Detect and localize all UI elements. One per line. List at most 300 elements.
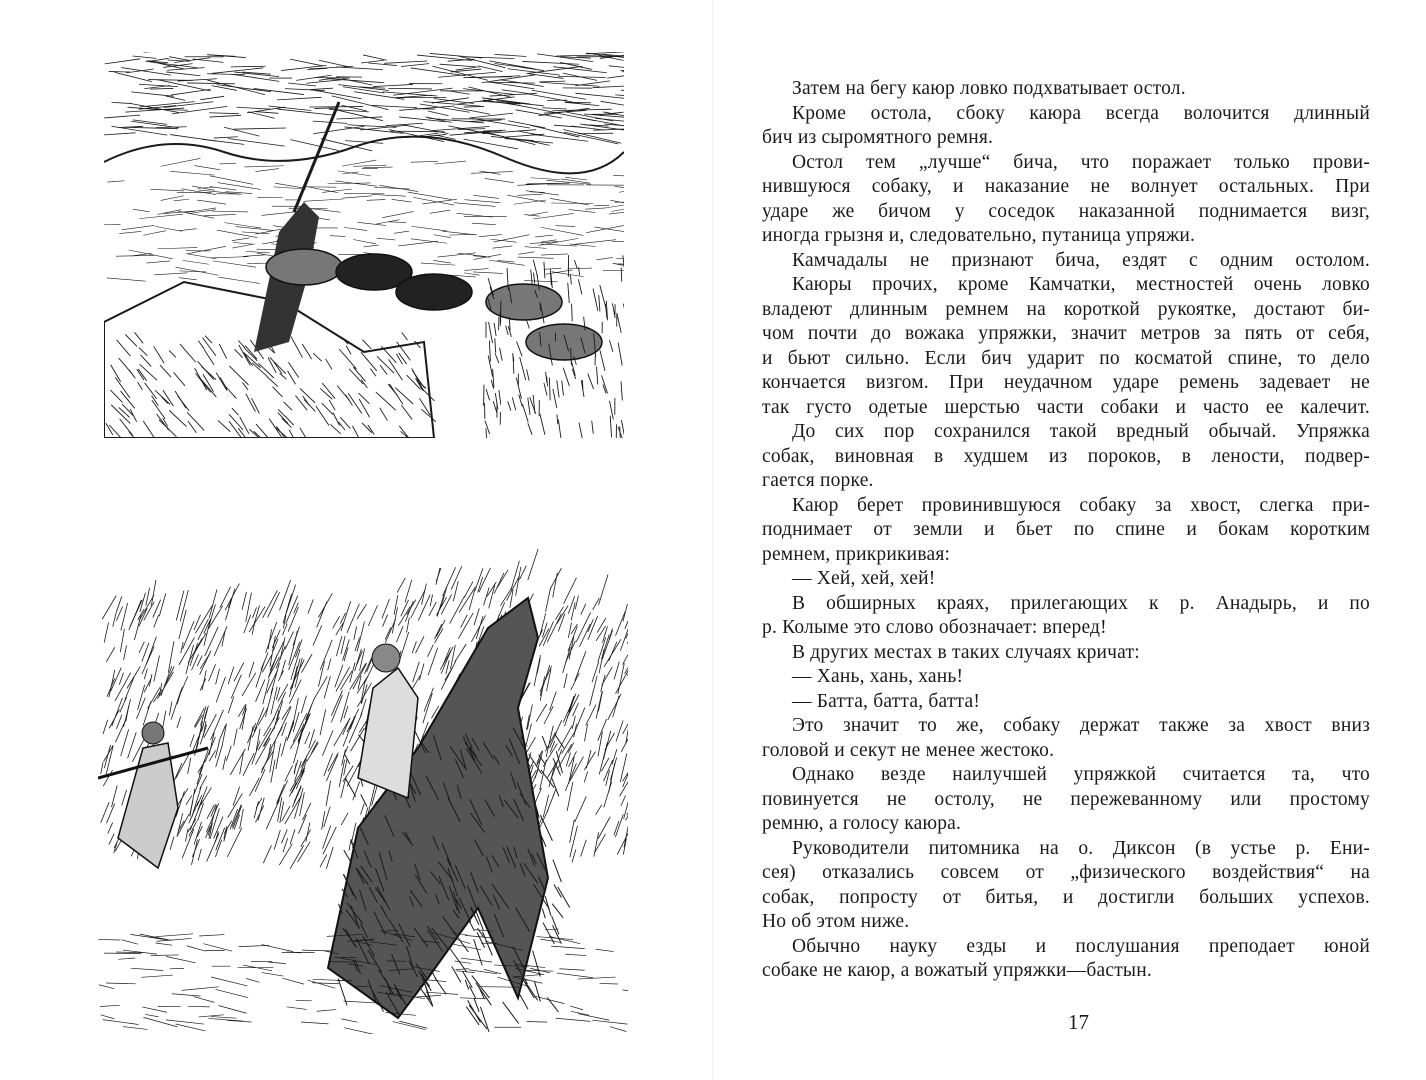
ground-hatching <box>246 978 259 982</box>
ground-hatching <box>393 1022 426 1030</box>
tree-foliage <box>194 774 203 795</box>
tree-foliage <box>142 646 154 674</box>
sky-hatching <box>540 82 600 86</box>
text-line: До сих пор сохранился такой вредный обычай. Упряжка <box>792 421 1370 442</box>
dog-fur-shading <box>592 421 594 434</box>
ice-plain-hatching <box>609 211 624 214</box>
tree-foliage <box>326 781 331 806</box>
tree-foliage <box>192 654 199 670</box>
tree-foliage <box>256 798 262 808</box>
tree-foliage <box>190 735 194 747</box>
tree-foliage <box>277 780 288 804</box>
tree-foliage <box>623 716 628 734</box>
ice-plain-hatching <box>443 231 477 235</box>
tree-foliage <box>579 624 590 647</box>
sky-hatching <box>542 108 566 109</box>
dog-fur-shading <box>588 374 594 389</box>
tree-foliage <box>144 678 151 692</box>
ground-hatching <box>592 1020 627 1024</box>
ground-hatching <box>193 997 214 1003</box>
sky-hatching <box>200 96 224 99</box>
ice-plain-hatching <box>465 269 489 271</box>
ice-plain-hatching <box>203 214 235 215</box>
ice-plain-hatching <box>434 235 451 238</box>
ice-plain-hatching <box>367 200 386 201</box>
tree-foliage <box>103 770 112 786</box>
dog-fur-shading <box>527 320 530 328</box>
tree-foliage <box>424 688 433 712</box>
tree-foliage <box>170 836 174 849</box>
ground-hatching <box>461 958 492 962</box>
ice-plain-hatching <box>212 211 248 212</box>
dog-fur-shading <box>533 273 534 284</box>
ice-plain-hatching <box>233 242 252 244</box>
dog-fur-shading <box>562 381 564 396</box>
ice-plain-hatching <box>150 189 184 191</box>
tree-foliage <box>575 651 586 681</box>
ground-hatching <box>172 994 201 996</box>
ice-plain-hatching <box>353 239 376 243</box>
text-line: — Батта, батта, батта! <box>792 690 981 712</box>
sky-hatching <box>164 102 214 108</box>
ice-plain-hatching <box>274 187 307 189</box>
text-line: Камчадалы не признают бича, ездят с одним остолом. <box>792 249 1370 271</box>
tree-foliage <box>282 722 287 736</box>
ice-plain-hatching <box>155 226 182 231</box>
ground-hatching <box>287 1007 307 1010</box>
tree-foliage <box>328 659 331 671</box>
ice-plain-hatching <box>382 211 413 217</box>
ice-plain-hatching <box>519 252 535 254</box>
tree-foliage <box>261 652 268 669</box>
dog-fur-shading <box>617 314 621 333</box>
text-line: собак, виновная в худшем из пороков, в лености, подвер- <box>762 445 1370 467</box>
tree-foliage <box>458 613 473 639</box>
horse-shading <box>558 887 570 908</box>
tree-foliage <box>323 827 336 854</box>
tree-foliage <box>527 704 532 729</box>
ice-plain-hatching <box>421 263 455 265</box>
text-line: Каюр берет провинившуюся собаку за хвост, слегка при- <box>792 494 1370 516</box>
ground-hatching <box>556 1018 590 1021</box>
ice-plain-hatching <box>574 240 616 245</box>
dog-fur-shading <box>531 269 533 284</box>
tree-foliage <box>320 709 326 735</box>
tree-foliage <box>287 720 294 741</box>
tree-foliage <box>177 717 181 729</box>
sled-dog <box>266 249 342 285</box>
ice-plain-hatching <box>454 203 496 207</box>
tree-foliage <box>455 644 466 662</box>
dog-fur-shading <box>578 279 582 294</box>
sky-hatching <box>404 125 448 134</box>
ground-hatching <box>268 962 285 963</box>
tree-foliage <box>621 795 626 806</box>
tree-foliage <box>575 596 578 610</box>
sky-hatching <box>169 57 189 61</box>
ice-plain-hatching <box>116 255 154 256</box>
ice-plain-hatching <box>122 225 155 229</box>
tree-foliage <box>242 592 246 610</box>
sky-hatching <box>112 102 132 103</box>
ice-plain-hatching <box>613 176 624 177</box>
dog-fur-shading <box>553 389 557 408</box>
tree-foliage <box>326 847 333 869</box>
tree-foliage <box>159 593 165 616</box>
horse-shading <box>552 904 563 918</box>
dog-fur-shading <box>506 326 509 335</box>
text-line: Однако везде наилучшей упряжкой считается та, что <box>792 764 1370 785</box>
tree-foliage <box>266 799 279 829</box>
sky-hatching <box>528 94 579 103</box>
sky-hatching <box>601 101 624 108</box>
ground-hatching <box>302 950 334 951</box>
ice-plain-hatching <box>541 254 568 255</box>
dog-fur-shading <box>572 304 573 321</box>
tree-foliage <box>397 578 405 593</box>
tree-foliage <box>594 832 599 856</box>
tree-foliage <box>185 829 188 842</box>
tree-foliage <box>265 688 273 717</box>
tree-foliage <box>179 610 186 639</box>
sky-hatching <box>558 76 605 77</box>
sky-hatching <box>478 66 502 72</box>
tree-foliage <box>285 796 302 824</box>
ground-hatching <box>578 1014 609 1020</box>
ice-plain-hatching <box>437 253 475 257</box>
tree-foliage <box>575 796 587 822</box>
tree-foliage <box>581 840 587 857</box>
ice-plain-hatching <box>524 281 557 282</box>
tree-foliage <box>546 587 551 611</box>
text-line: собак, попросту от битья, и достигли больших успехов. <box>762 886 1370 908</box>
text-line: р. Колыме это слово обозначает: вперед! <box>762 617 1107 638</box>
ground-hatching <box>106 983 136 984</box>
ice-plain-hatching <box>179 271 206 272</box>
ice-plain-hatching <box>232 238 250 241</box>
tree-foliage <box>290 829 295 844</box>
sky-hatching <box>553 67 606 73</box>
dog-fur-shading <box>489 322 493 343</box>
ice-plain-hatching <box>489 260 525 265</box>
tree-foliage <box>101 762 103 774</box>
tree-foliage <box>171 689 182 720</box>
dog-fur-shading <box>563 368 569 387</box>
tree-foliage <box>208 606 222 629</box>
sky-hatching <box>483 130 505 131</box>
tree-foliage <box>590 676 598 706</box>
ground-hatching <box>262 973 283 977</box>
sky-hatching <box>156 127 187 128</box>
tree-foliage <box>620 769 628 796</box>
ice-plain-hatching <box>372 194 406 196</box>
ground-hatching <box>540 939 560 942</box>
tree-foliage <box>202 670 206 690</box>
ice-plain-hatching <box>211 257 249 258</box>
tree-foliage <box>293 712 299 732</box>
dog-fur-shading <box>523 404 529 422</box>
ice-plain-hatching <box>596 257 612 259</box>
tree-foliage <box>188 758 191 774</box>
tree-foliage <box>568 596 574 614</box>
text-line: бич из сыромятного ремня. <box>762 127 994 148</box>
ice-plain-hatching <box>170 171 214 175</box>
sky-hatching <box>255 112 278 114</box>
ground-hatching <box>166 1020 204 1024</box>
dog-fur-shading <box>544 383 547 396</box>
tree-foliage <box>599 742 607 774</box>
text-line: В других местах в таких случаях кричат: <box>792 641 1140 663</box>
tree-foliage <box>228 666 234 683</box>
ice-plain-hatching <box>398 241 438 246</box>
tree-foliage <box>197 656 202 667</box>
dog-fur-shading <box>593 289 598 311</box>
sky-hatching <box>373 84 413 86</box>
ground-hatching <box>301 1022 328 1024</box>
sky-hatching <box>578 133 613 134</box>
dog-fur-shading <box>512 397 515 410</box>
tree-foliage <box>263 728 274 746</box>
dog-fur-shading <box>599 295 600 311</box>
horse-shading <box>452 966 461 982</box>
tree-foliage <box>568 743 574 753</box>
ice-plain-hatching <box>255 169 279 172</box>
ground-hatching <box>103 1020 139 1025</box>
dog-fur-shading <box>527 369 530 380</box>
tree-foliage <box>500 587 512 605</box>
text-line: гается порке. <box>762 470 874 491</box>
sky-hatching <box>336 67 382 70</box>
horse-shading <box>423 978 433 1006</box>
tree-foliage <box>585 724 588 741</box>
tree-foliage <box>274 830 280 849</box>
tree-foliage <box>263 845 271 863</box>
tree-foliage <box>281 737 286 756</box>
ice-plain-hatching <box>535 235 553 237</box>
ice-plain-hatching <box>492 246 512 248</box>
ice-plain-hatching <box>377 238 396 240</box>
ice-plain-hatching <box>530 178 559 180</box>
ice-plain-hatching <box>433 260 451 263</box>
tree-foliage <box>303 803 311 820</box>
dog-fur-shading <box>486 389 489 400</box>
tree-foliage <box>121 729 129 756</box>
sky-hatching <box>563 130 621 144</box>
tree-foliage <box>311 742 317 754</box>
tree-foliage <box>106 647 115 662</box>
tree-foliage <box>305 732 310 744</box>
tree-foliage <box>419 664 424 681</box>
tree-foliage <box>341 776 347 798</box>
tree-foliage <box>277 701 283 721</box>
tree-foliage <box>396 626 403 642</box>
rock-shading <box>402 332 408 340</box>
ground-hatching <box>600 983 618 984</box>
tree-foliage <box>537 658 540 673</box>
ice-plain-hatching <box>530 192 545 193</box>
dog-fur-shading <box>499 390 501 405</box>
text-line: чом почти до вожака упряжки, значит метров за пять от себя, <box>762 323 1370 344</box>
tree-foliage <box>572 849 576 862</box>
tree-foliage <box>223 756 226 770</box>
dog-fur-shading <box>485 421 490 435</box>
tree-foliage <box>298 815 306 834</box>
ice-plain-hatching <box>550 198 589 204</box>
ice-plain-hatching <box>541 227 584 235</box>
tree-foliage <box>350 716 355 729</box>
horse-shading <box>469 986 475 998</box>
dog-fur-shading <box>495 338 496 353</box>
tree-foliage <box>154 615 159 628</box>
dog-fur-shading <box>530 397 536 414</box>
ground-hatching <box>98 939 120 940</box>
rider-head <box>372 644 400 672</box>
dog-fur-shading <box>623 255 624 276</box>
ground-hatching <box>455 969 468 970</box>
tree-foliage <box>222 724 226 745</box>
sky-hatching <box>310 88 332 89</box>
ice-plain-hatching <box>556 226 576 227</box>
ground-hatching <box>99 985 115 989</box>
horse-shading <box>432 972 437 981</box>
tree-foliage <box>161 666 172 696</box>
tree-foliage <box>197 803 203 821</box>
ice-plain-hatching <box>338 171 371 176</box>
ground-hatching <box>571 1011 589 1015</box>
tree-foliage <box>249 606 265 632</box>
tree-foliage <box>228 697 234 714</box>
tree-foliage <box>571 673 580 690</box>
tree-foliage <box>368 605 377 626</box>
ice-plain-hatching <box>244 166 284 167</box>
ground-hatching <box>578 977 616 979</box>
tree-foliage <box>234 663 244 682</box>
ice-plain-hatching <box>219 277 260 283</box>
dog-fur-shading <box>600 285 606 307</box>
tree-foliage <box>195 605 212 633</box>
dog-fur-shading <box>618 343 622 366</box>
tree-foliage <box>320 640 332 670</box>
horse-shading <box>552 778 559 797</box>
tree-foliage <box>436 620 445 637</box>
tree-foliage <box>322 811 325 830</box>
horse-shading <box>345 778 355 796</box>
tree-foliage <box>453 581 458 601</box>
tree-foliage <box>615 814 623 837</box>
rider-figure <box>358 668 418 798</box>
tree-foliage <box>127 666 140 688</box>
ice-plain-hatching <box>213 261 256 267</box>
tree-foliage <box>216 744 223 767</box>
tree-foliage <box>341 813 348 825</box>
text-line: кончается визгом. При неудачном ударе ремень задевает не <box>762 372 1370 393</box>
tree-foliage <box>418 595 430 621</box>
sky-hatching <box>344 127 403 133</box>
text-line: Остол тем „лучше“ бича, что поражает только прови- <box>792 151 1370 173</box>
ice-plain-hatching <box>544 268 562 269</box>
ostol-pole <box>294 102 339 212</box>
dog-fur-shading <box>549 378 550 401</box>
ground-hatching <box>211 1017 237 1019</box>
running-man-head <box>142 722 164 744</box>
tree-foliage <box>289 647 294 665</box>
ground-hatching <box>425 992 458 994</box>
dog-fur-shading <box>579 423 583 438</box>
tree-foliage <box>182 829 194 858</box>
tree-foliage <box>612 749 617 764</box>
sky-hatching <box>539 81 565 82</box>
tree-foliage <box>616 612 626 636</box>
sky-hatching <box>464 106 484 107</box>
ice-plain-hatching <box>411 226 446 231</box>
tree-foliage <box>621 729 628 752</box>
text-line: Это значит то же, собаку держат также за хвост вниз <box>792 715 1370 736</box>
tree-foliage <box>568 622 571 637</box>
dog-fur-shading <box>574 260 577 268</box>
sky-hatching <box>214 137 238 138</box>
ice-plain-hatching <box>364 167 393 168</box>
ground-hatching <box>187 946 206 951</box>
tree-foliage <box>441 650 451 674</box>
tree-foliage <box>252 621 255 634</box>
tree-foliage <box>623 604 627 622</box>
tree-foliage <box>230 749 245 775</box>
tree-foliage <box>547 788 556 812</box>
tree-foliage <box>318 593 332 617</box>
sky-hatching <box>369 63 397 66</box>
sky-hatching <box>505 134 544 137</box>
ground-hatching <box>282 978 304 984</box>
sky-hatching <box>464 139 519 149</box>
ice-plain-hatching <box>408 192 452 200</box>
dog-fur-shading <box>610 416 611 438</box>
tree-foliage <box>301 696 306 713</box>
ground-hatching <box>596 949 614 951</box>
tree-foliage <box>250 778 260 796</box>
ice-plain-hatching <box>394 231 409 233</box>
ground-hatching <box>123 1027 147 1030</box>
ground-hatching <box>623 990 628 994</box>
dog-fur-shading <box>600 350 605 371</box>
tree-foliage <box>357 622 364 652</box>
tree-foliage <box>292 698 298 727</box>
sky-hatching <box>522 61 579 64</box>
tree-foliage <box>108 823 113 834</box>
dog-fur-shading <box>621 381 622 400</box>
sky-hatching <box>411 68 466 76</box>
ice-plain-hatching <box>473 272 503 274</box>
tree-foliage <box>225 584 239 611</box>
text-line: Кроме остола, сбоку каюра всегда волочится длинный <box>792 102 1370 124</box>
sky-hatching <box>158 80 211 91</box>
tree-foliage <box>596 626 605 641</box>
tree-foliage <box>308 599 313 613</box>
ground-hatching <box>454 961 471 963</box>
ground-hatching <box>551 946 584 949</box>
sky-hatching <box>207 74 245 75</box>
sky-hatching <box>133 56 157 58</box>
dog-fur-shading <box>597 366 598 384</box>
sky-hatching <box>432 66 487 80</box>
tree-foliage <box>353 782 360 801</box>
tree-foliage <box>104 623 108 643</box>
sky-hatching <box>615 95 624 97</box>
tree-foliage <box>443 567 456 596</box>
sky-hatching <box>166 72 200 76</box>
sky-hatching <box>388 88 432 89</box>
ice-plain-hatching <box>179 278 197 280</box>
sky-hatching <box>139 84 178 86</box>
